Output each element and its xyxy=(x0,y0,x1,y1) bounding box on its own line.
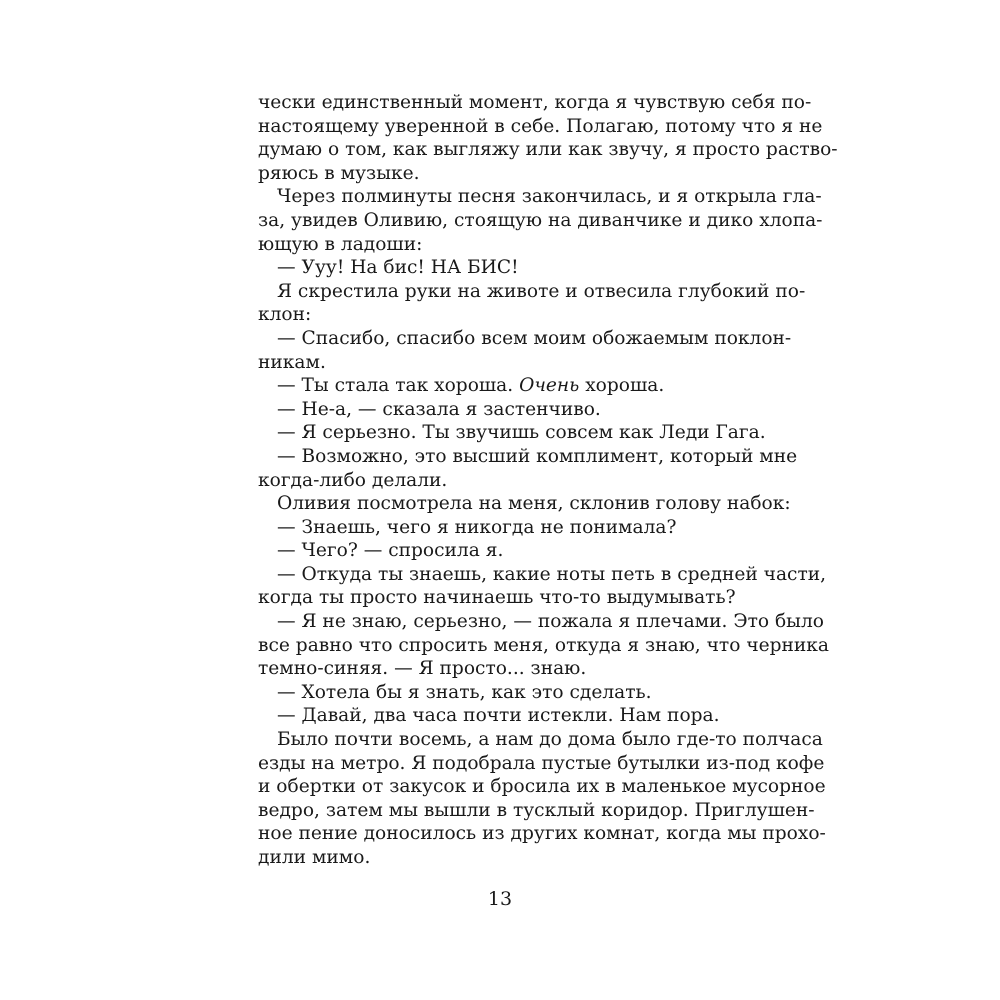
body-text xyxy=(258,91,838,870)
text-line-27: — Давай, два часа почти истекли. Нам пора. xyxy=(277,705,720,727)
text-line-22: когда ты просто начинаешь что-то выдумывать? xyxy=(258,587,736,609)
text-line-14: — Не-а, — сказала я застенчиво. xyxy=(277,398,601,420)
text-line-3: думаю о том, как выгляжу или как звучу, я просто раство- xyxy=(258,139,838,161)
text-line-9: Я скрестила руки на животе и отвесила глубокий по- xyxy=(277,280,806,302)
text-line-32: ное пение доносилось из других комнат, когда мы прохо- xyxy=(258,823,826,845)
text-line-4: ряюсь в музыке. xyxy=(258,162,420,184)
text-line-2: настоящему уверенной в себе. Полагаю, потому что я не xyxy=(258,115,823,137)
text-line-21: — Откуда ты знаешь, какие ноты петь в средней части, xyxy=(277,563,827,585)
text-line-25: темно-синяя. — Я просто... знаю. xyxy=(258,658,587,680)
text-line-5: Через полминуты песня закончилась, и я открыла гла- xyxy=(277,186,822,208)
text-line-6: за, увидев Оливию, стоящую на диванчике и дико хлопа- xyxy=(258,209,823,231)
text-line-13-start: — Ты стала так хороша. xyxy=(277,375,520,397)
text-line-33: дили мимо. xyxy=(258,847,371,868)
text-line-20: — Чего? — спросила я. xyxy=(277,540,504,562)
text-line-29: езды на метро. Я подобрала пустые бутылки из-под кофе xyxy=(258,752,825,774)
text-line-7: ющую в ладоши: xyxy=(258,233,423,255)
text-line-26: — Хотела бы я знать, как это сделать. xyxy=(277,681,652,703)
text-line-24: все равно что спросить меня, откуда я знаю, что черника xyxy=(258,634,830,656)
text-line-11: — Спасибо, спасибо всем моим обожаемым поклон- xyxy=(277,327,792,349)
text-line-8: — Ууу! На бис! НА БИС! xyxy=(277,257,519,279)
text-line-30: и обертки от закусок и бросила их в маленькое мусорное xyxy=(258,776,826,798)
text-line-12: никам. xyxy=(258,351,326,373)
text-line-13-end: хороша. xyxy=(579,375,665,397)
page-number: 13 xyxy=(487,888,513,910)
text-line-19: — Знаешь, чего я никогда не понимала? xyxy=(277,516,677,538)
italic-emphasis: Очень xyxy=(519,375,580,397)
text-line-18: Оливия посмотрела на меня, склонив голову набок: xyxy=(277,493,791,515)
text-line-17: когда-либо делали. xyxy=(258,469,448,491)
text-line-15: — Я серьезно. Ты звучишь совсем как Леди Гага. xyxy=(277,422,766,444)
text-line-16: — Возможно, это высший комплимент, который мне xyxy=(277,445,798,467)
text-line-13 xyxy=(258,374,742,398)
text-line-28: Было почти восемь, а нам до дома было где-то полчаса xyxy=(277,729,823,751)
text-line-10: клон: xyxy=(258,304,312,326)
text-line-31: ведро, затем мы вышли в тусклый коридор. Приглушен- xyxy=(258,799,815,821)
text-line-1: чески единственный момент, когда я чувствую себя по- xyxy=(258,92,812,113)
text-line-23: — Я не знаю, серьезно, — пожала я плечами. Это было xyxy=(277,611,824,633)
